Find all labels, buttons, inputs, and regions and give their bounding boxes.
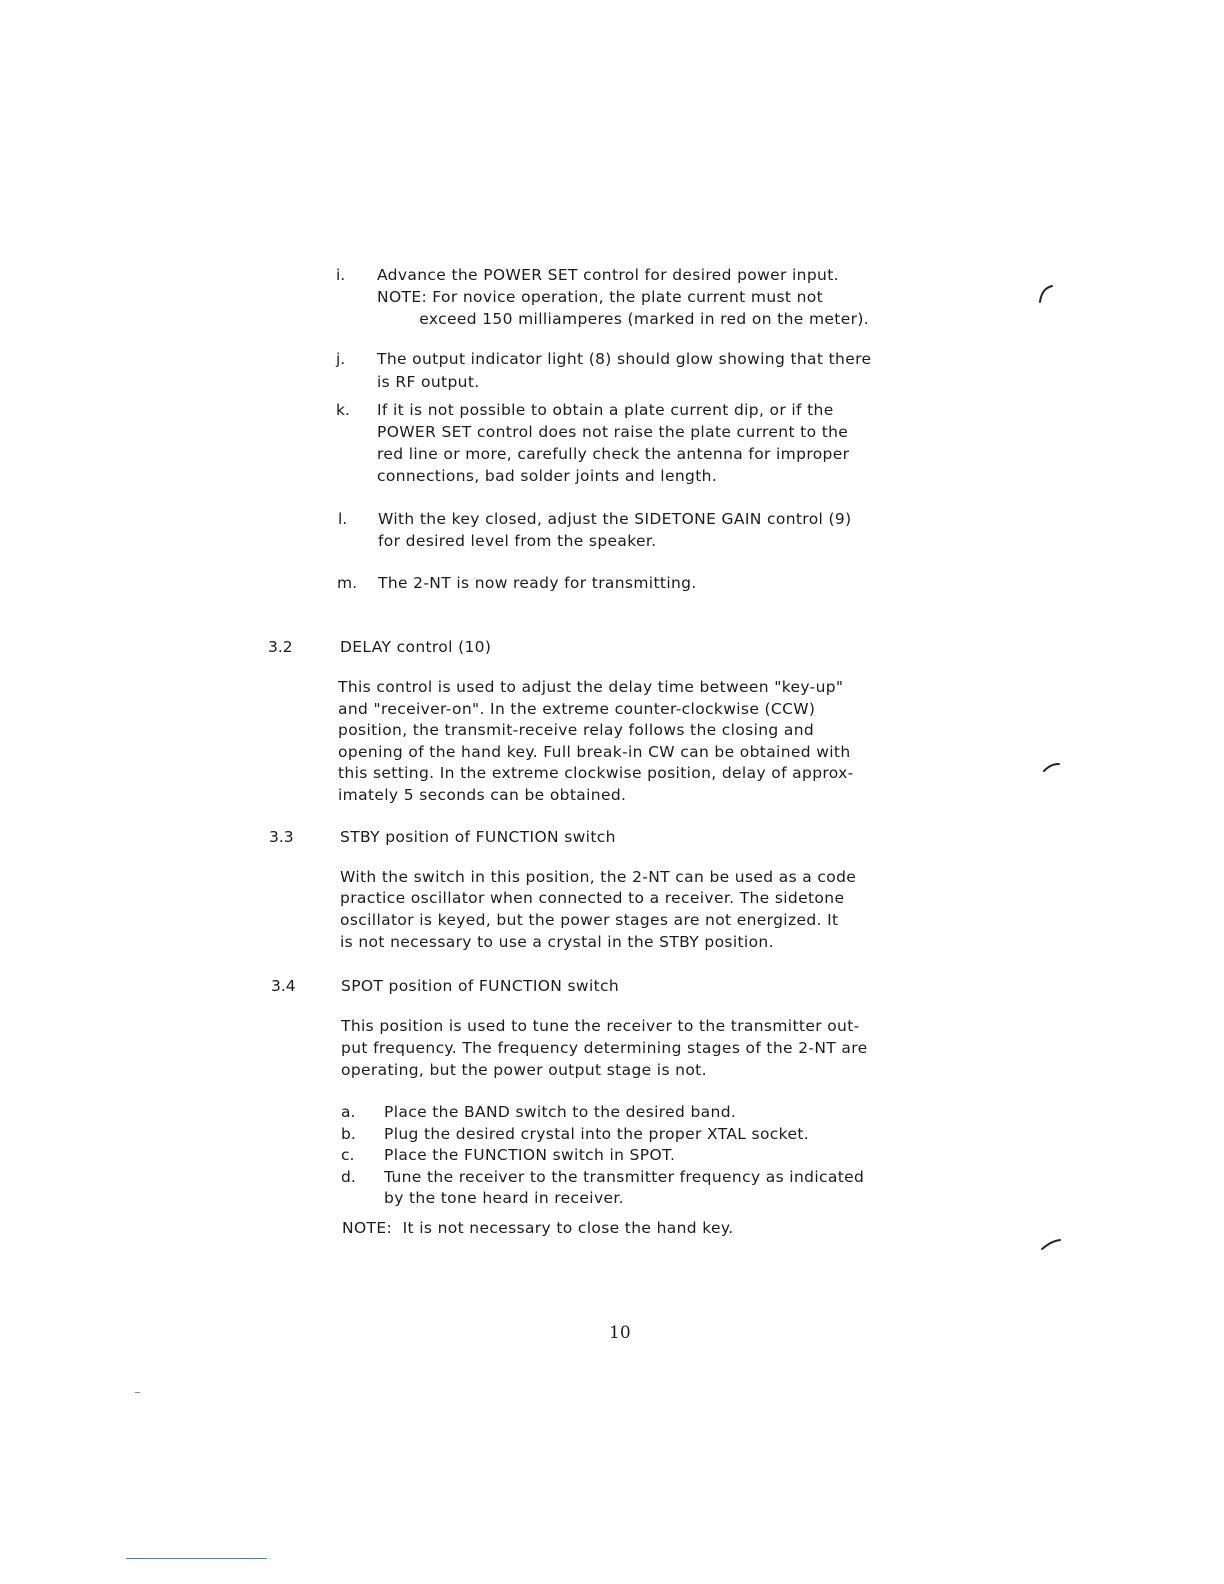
margin-mark-icon: [1038, 1235, 1064, 1255]
paragraph-line: is not necessary to use a crystal in the STBY position.: [340, 933, 774, 951]
step-label: d.: [341, 1168, 356, 1186]
item-label: l.: [338, 510, 348, 528]
item-text-line: The 2-NT is now ready for transmitting.: [378, 574, 697, 592]
footer-rule: [126, 1558, 267, 1559]
item-text-line: The output indicator light (8) should glow showing that there: [377, 350, 872, 368]
step-text-line: by the tone heard in receiver.: [384, 1189, 624, 1207]
section-number: 3.3: [269, 828, 294, 846]
section-heading: STBY position of FUNCTION switch: [340, 828, 616, 846]
step-label: b.: [341, 1125, 356, 1143]
paragraph-line: operating, but the power output stage is not.: [341, 1061, 707, 1079]
item-label: m.: [337, 574, 358, 592]
step-text-line: Place the BAND switch to the desired band.: [384, 1103, 737, 1121]
paragraph-line: practice oscillator when connected to a receiver. The sidetone: [340, 889, 845, 907]
paragraph-line: This position is used to tune the receiver to the transmitter out-: [341, 1017, 860, 1035]
paragraph-line: This control is used to adjust the delay time between "key-up": [338, 678, 844, 696]
paragraph-line: put frequency. The frequency determining stages of the 2-NT are: [341, 1039, 868, 1057]
note-text: NOTE: It is not necessary to close the hand key.: [342, 1219, 734, 1237]
item-text-line: is RF output.: [377, 373, 480, 391]
margin-mark-icon: [1036, 282, 1060, 306]
item-text-line: Advance the POWER SET control for desired power input.: [377, 266, 839, 284]
section-number: 3.4: [271, 977, 296, 995]
stray-dash: [135, 1392, 140, 1393]
item-text-line: exceed 150 milliamperes (marked in red on the meter).: [377, 310, 869, 328]
step-label: c.: [341, 1146, 355, 1164]
paragraph-line: oscillator is keyed, but the power stages are not energized. It: [340, 911, 839, 929]
item-label: j.: [336, 350, 346, 368]
paragraph-line: imately 5 seconds can be obtained.: [338, 786, 627, 804]
item-text-line: If it is not possible to obtain a plate current dip, or if the: [377, 401, 834, 419]
step-label: a.: [341, 1103, 356, 1121]
step-text-line: Tune the receiver to the transmitter frequency as indicated: [384, 1168, 865, 1186]
paragraph-line: With the switch in this position, the 2-NT can be used as a code: [340, 868, 857, 886]
item-text-line: NOTE: For novice operation, the plate current must not: [377, 288, 824, 306]
paragraph-line: position, the transmit-receive relay follows the closing and: [338, 721, 815, 739]
item-label: i.: [336, 266, 346, 284]
item-text-line: red line or more, carefully check the antenna for improper: [377, 445, 850, 463]
section-heading: DELAY control (10): [340, 638, 492, 656]
paragraph-line: opening of the hand key. Full break-in CW can be obtained with: [338, 743, 851, 761]
step-text-line: Place the FUNCTION switch in SPOT.: [384, 1146, 676, 1164]
item-label: k.: [336, 401, 350, 419]
item-text-line: for desired level from the speaker.: [378, 532, 657, 550]
paragraph-line: and "receiver-on". In the extreme counter-clockwise (CCW): [338, 700, 816, 718]
page-number: 10: [609, 1323, 631, 1343]
item-text-line: POWER SET control does not raise the plate current to the: [377, 423, 849, 441]
item-text-line: With the key closed, adjust the SIDETONE GAIN control (9): [378, 510, 852, 528]
item-text-line: connections, bad solder joints and length.: [377, 467, 718, 485]
margin-mark-icon: [1040, 758, 1064, 778]
section-heading: SPOT position of FUNCTION switch: [341, 977, 620, 995]
step-text-line: Plug the desired crystal into the proper XTAL socket.: [384, 1125, 810, 1143]
section-number: 3.2: [268, 638, 293, 656]
paragraph-line: this setting. In the extreme clockwise position, delay of approx-: [338, 764, 854, 782]
